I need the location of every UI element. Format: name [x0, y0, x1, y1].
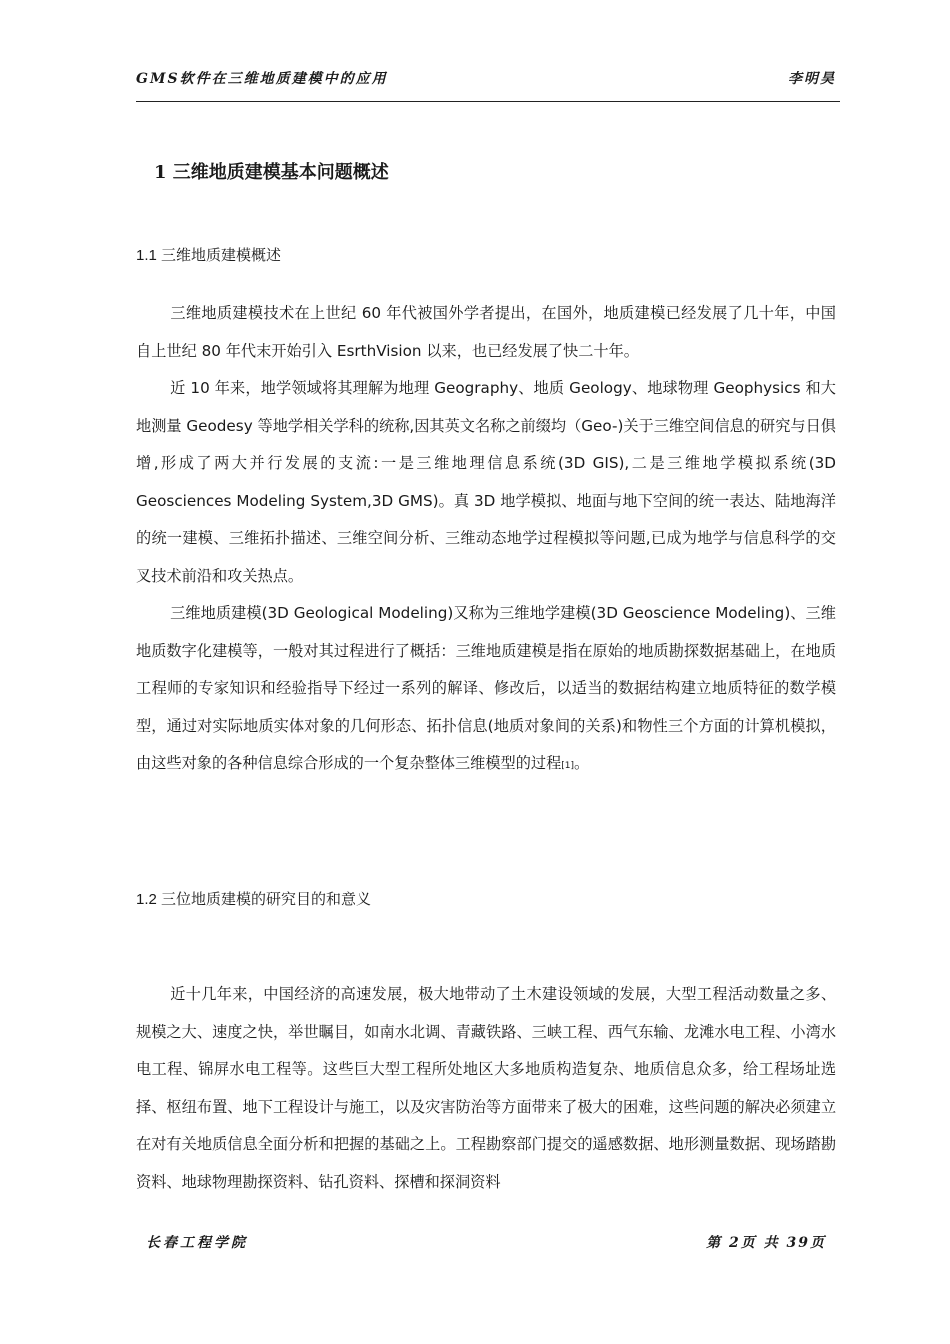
paragraph-text: 三维地质建模技术在上世纪 60 年代被国外学者提出，在国外，地质建模已经发展了几十年，中国自上世纪 80 年代末开始引入 EsrthVision 以来，也已经发展了快二十年。: [136, 304, 836, 360]
paragraph: [136, 595, 836, 786]
footer-school: 长春工程学院: [146, 1235, 248, 1251]
paragraph-end: 。: [574, 754, 590, 772]
paragraph-text: 近 10 年来，地学领域将其理解为地理 Geography、地质 Geology、地球物理 Geophysics 和大地测量 Geodesy 等地学相关学科的统称,因其英文名称之前缀均（Geo-)关于三维空间信息的研究与日俱增,形成了两大并行发展的支流:一是三维地理信息系统(3D GIS),二是三维地学模拟系统(3D Geosciences Modeling System,3D GMS)。真 3D 地学模拟、地面与地下空间的统一表达、陆地海洋的统一建模、三维拓扑描述、三维空间分析、三维动态地学过程模拟等问题,已成为地学与信息科学的交叉技术前沿和攻关热点。: [136, 379, 836, 585]
chapter-title: 1 三维地质建模基本问题概述: [154, 162, 389, 183]
section-title-1-2: 1.2 三位地质建模的研究目的和意义: [136, 891, 372, 908]
paragraph: [136, 295, 836, 370]
header-title: GMS软件在三维地质建模中的应用: [136, 71, 388, 87]
paragraph: [136, 370, 836, 595]
header-divider: [136, 101, 840, 102]
page-footer: [136, 1232, 840, 1256]
paragraph-text: 近十几年来，中国经济的高速发展，极大地带动了土木建设领域的发展，大型工程活动数量之多、规模之大、速度之快，举世瞩目，如南水北调、青藏铁路、三峡工程、西气东输、龙滩水电工程、小湾水电工程、锦屏水电工程等。这些巨大型工程所处地区大多地质构造复杂、地质信息众多，给工程场址选择、枢纽布置、地下工程设计与施工，以及灾害防治等方面带来了极大的困难，这些问题的解决必须建立在对有关地质信息全面分析和把握的基础之上。工程勘察部门提交的遥感数据、地形测量数据、现场踏勘资料、地球物理勘探资料、钻孔资料、探槽和探洞资料: [136, 985, 836, 1191]
header-author: 李明昊: [788, 71, 836, 87]
page-header: [136, 68, 840, 92]
section-title-1-1: 1.1 三维地质建模概述: [136, 247, 282, 264]
paragraph-text: 三维地质建模(3D Geological Modeling)又称为三维地学建模(3D Geoscience Modeling)、三维地质数字化建模等，一般对其过程进行了概括：三维地质建模是指在原始的地质勘探数据基础上，在地质工程师的专家知识和经验指导下经过一系列的解译、修改后，以适当的数据结构建立地质特征的数学模型，通过对实际地质实体对象的几何形态、拓扑信息(地质对象间的关系)和物性三个方面的计算机模拟，由这些对象的各种信息综合形成的一个复杂整体三维模型的过程: [136, 604, 836, 772]
footer-page-number: 第 2页 共 39页: [706, 1235, 826, 1251]
paragraph: [136, 976, 836, 1201]
citation-ref: [1]: [561, 761, 574, 771]
